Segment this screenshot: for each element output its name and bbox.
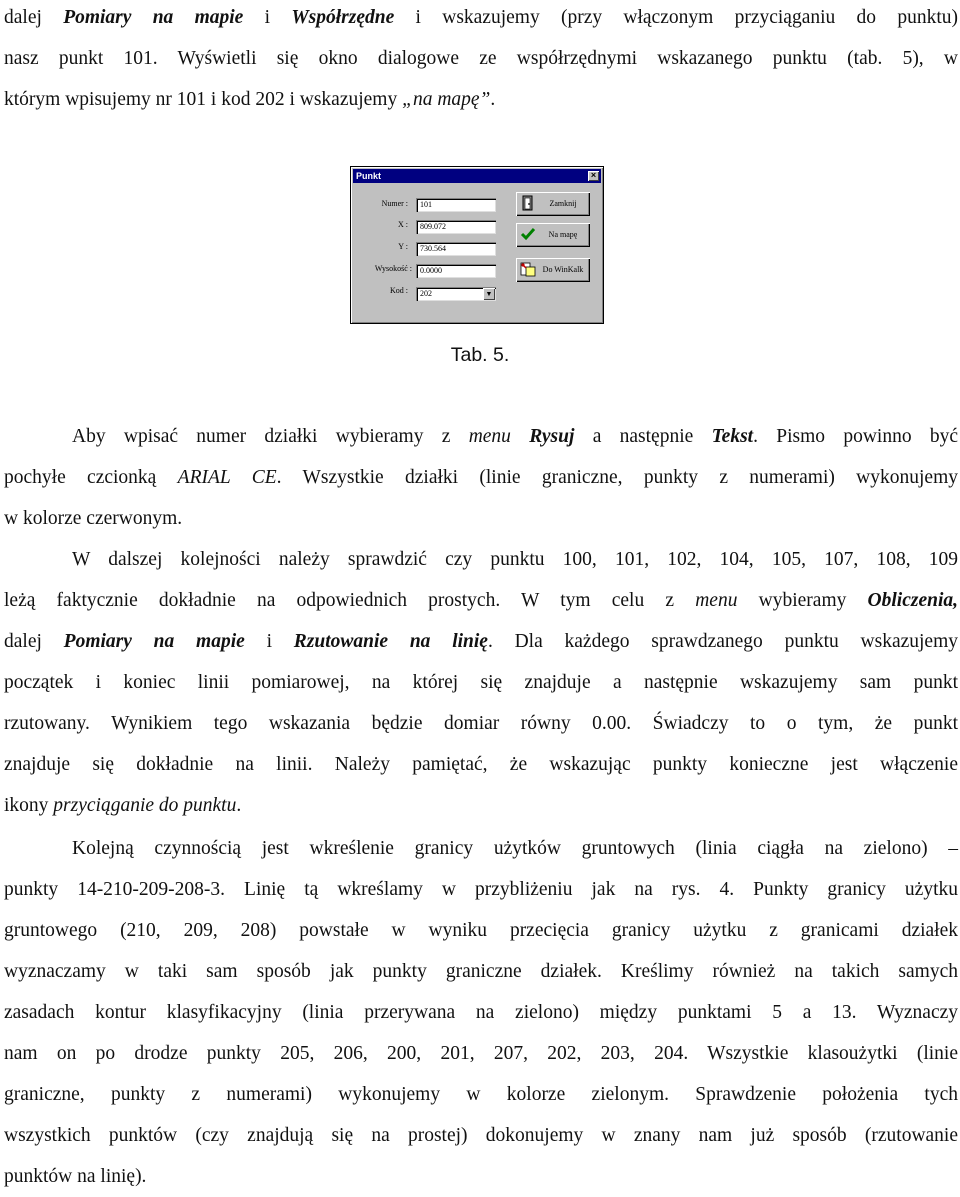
close-button[interactable] bbox=[516, 192, 590, 216]
text-line: Kolejną czynnością jest wkreślenie granicy użytków gruntowych (linia ciągła na zielono) – bbox=[72, 838, 958, 859]
numer-field[interactable]: 101 bbox=[416, 198, 496, 212]
text-line: znajduje się dokładnie na linii. Należy pamiętać, że wskazując punkty konieczne jest włączenie bbox=[4, 754, 958, 775]
table-caption: Tab. 5. bbox=[450, 344, 510, 366]
text-line: dalej Pomiary na mapie i Rzutowanie na linię. Dla każdego sprawdzanego punktu wskazujemy bbox=[4, 631, 958, 652]
text-line: wyznaczamy w taki sam sposób jak punkty graniczne działek. Kreślimy również na takich samych bbox=[4, 961, 958, 982]
text-line: zasadach kontur klasyfikacyjny (linia przerywana na zielono) między punktami 5 a 13. Wyznaczy bbox=[4, 1002, 958, 1023]
text-line: punktów na linię). bbox=[4, 1166, 147, 1187]
text-line: rzutowany. Wynikiem tego wskazania będzie domiar równy 0.00. Świadczy to o tym, że punkt bbox=[4, 713, 958, 734]
x-field[interactable]: 809.072 bbox=[416, 220, 496, 234]
text-line: którym wpisujemy nr 101 i kod 202 i wskazujemy „na mapę”. bbox=[4, 89, 496, 110]
x-label: X : bbox=[398, 220, 408, 229]
close-button-label: Zamknij bbox=[549, 199, 577, 208]
y-field[interactable]: 730.564 bbox=[416, 242, 496, 256]
dialog-titlebar bbox=[353, 169, 601, 183]
text-line: początek i koniec linii pomiarowej, na której się znajduje a następnie wskazujemy sam punkt bbox=[4, 672, 958, 693]
text-line: ikony przyciąganie do punktu. bbox=[4, 795, 242, 816]
dialog-title: Punkt bbox=[356, 171, 382, 181]
text-line: wszystkich punktów (czy znajdują się na prostej) dokonujemy w znany nam już sposób (rzutowanie bbox=[4, 1125, 958, 1146]
on-map-button-label: Na mapę bbox=[548, 230, 578, 239]
paragraph bbox=[4, 416, 958, 539]
winkalk-button-label: Do WinKalk bbox=[542, 265, 584, 274]
close-icon[interactable]: × bbox=[588, 171, 599, 181]
y-label: Y : bbox=[398, 242, 408, 251]
numer-label: Numer : bbox=[381, 199, 408, 208]
paragraph bbox=[4, 539, 958, 826]
text-line: nasz punkt 101. Wyświetli się okno dialogowe ze współrzędnymi wskazanego punktu (tab. 5), w bbox=[4, 48, 958, 69]
kod-label: Kod : bbox=[390, 286, 408, 295]
top-paragraph bbox=[4, 0, 958, 120]
text-line: leżą faktycznie dokładnie na odpowiednich prostych. W tym celu z menu wybieramy Obliczenia, bbox=[4, 590, 958, 611]
text-line: pochyłe czcionką ARIAL CE. Wszystkie działki (linie graniczne, punkty z numerami) wykonujemy bbox=[4, 467, 958, 488]
text-line: graniczne, punkty z numerami) wykonujemy w kolorze zielonym. Sprawdzenie położenia tych bbox=[4, 1084, 958, 1105]
text-line: nam on po drodze punkty 205, 206, 200, 201, 207, 202, 203, 204. Wszystkie klasoużytki (linie bbox=[4, 1043, 958, 1064]
text-line: gruntowego (210, 209, 208) powstałe w wyniku przecięcia granicy użytku z granicami działek bbox=[4, 920, 958, 941]
text-line: W dalszej kolejności należy sprawdzić czy punktu 100, 101, 102, 104, 105, 107, 108, 109 bbox=[72, 549, 958, 570]
paragraph bbox=[4, 828, 958, 1197]
wysokosc-label: Wysokość : bbox=[374, 264, 412, 273]
checkmark-icon bbox=[520, 226, 536, 242]
text-line: punkty 14-210-209-208-3. Linię tą wkreślamy w przybliżeniu jak na rys. 4. Punkty granicy użytku bbox=[4, 879, 958, 900]
text-line: dalej Pomiary na mapie i Współrzędne i wskazujemy (przy włączonym przyciąganiu do punktu) bbox=[4, 7, 958, 28]
text-line: w kolorze czerwonym. bbox=[4, 508, 183, 529]
text-line: Aby wpisać numer działki wybieramy z menu Rysuj a następnie Tekst. Pismo powinno być bbox=[72, 426, 959, 447]
calculator-icon bbox=[520, 261, 536, 277]
winkalk-button[interactable] bbox=[516, 258, 590, 282]
kod-select[interactable] bbox=[416, 287, 496, 301]
on-map-button[interactable] bbox=[516, 223, 590, 247]
kod-value: 202 bbox=[420, 289, 432, 298]
wysokosc-field[interactable]: 0.0000 bbox=[416, 264, 496, 278]
door-icon bbox=[520, 195, 536, 211]
chevron-down-icon[interactable]: ▼ bbox=[483, 288, 495, 300]
